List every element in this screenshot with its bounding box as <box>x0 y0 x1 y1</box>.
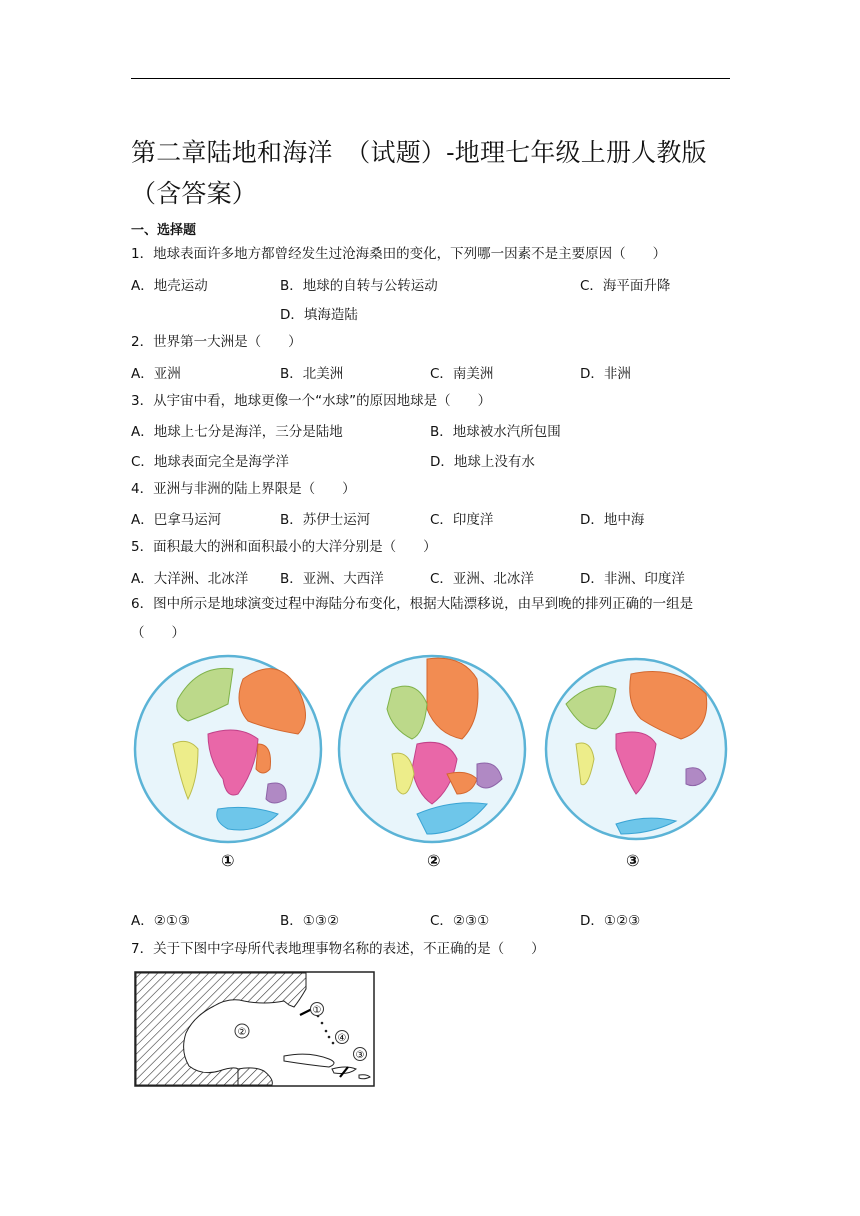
globe-2 <box>339 656 525 842</box>
q6-option-c[interactable]: C．②③① <box>430 913 490 929</box>
question-1: 1．地球表面许多地方都曾经发生过沧海桑田的变化，下列哪一因素不是主要原因（ ） <box>131 246 667 262</box>
map-marker-4: ④ <box>337 1033 347 1044</box>
q5-option-b[interactable]: B．亚洲、大西洋 <box>280 571 384 587</box>
q2-option-b[interactable]: B．北美洲 <box>280 366 344 382</box>
question-5: 5．面积最大的洲和面积最小的大洋分别是（ ） <box>131 539 437 555</box>
globe-label-3: ③ <box>626 851 640 870</box>
page-title: 第二章陆地和海洋 （试题）-地理七年级上册人教版（含答案） <box>131 138 707 208</box>
q5-option-c[interactable]: C．亚洲、北冰洋 <box>430 571 534 587</box>
q4-option-a[interactable]: A．巴拿马运河 <box>131 512 222 528</box>
section-heading: 一、选择题 <box>131 223 197 238</box>
q2-option-d[interactable]: D．非洲 <box>580 366 631 382</box>
question-7: 7．关于下图中字母所代表地理事物名称的表述，不正确的是（ ） <box>131 941 545 957</box>
q3-option-c[interactable]: C．地球表面完全是海学洋 <box>131 454 289 470</box>
q1-option-a[interactable]: A．地壳运动 <box>131 278 208 294</box>
q6-option-b[interactable]: B．①③② <box>280 913 340 929</box>
globe-1 <box>135 656 321 842</box>
caribbean-map <box>134 971 375 1087</box>
question-4: 4．亚洲与非洲的陆上界限是（ ） <box>131 481 356 497</box>
header-rule <box>131 78 730 79</box>
q5-option-d[interactable]: D．非洲、印度洋 <box>580 571 685 587</box>
q1-option-b[interactable]: B．地球的自转与公转运动 <box>280 278 438 294</box>
q2-option-c[interactable]: C．南美洲 <box>430 366 494 382</box>
map-marker-1: ① <box>312 1005 322 1016</box>
q3-option-a[interactable]: A．地球上七分是海洋，三分是陆地 <box>131 424 343 440</box>
q4-option-b[interactable]: B．苏伊士运河 <box>280 512 371 528</box>
q4-option-c[interactable]: C．印度洋 <box>430 512 494 528</box>
map-marker-3: ③ <box>355 1050 365 1061</box>
q2-option-a[interactable]: A．亚洲 <box>131 366 181 382</box>
question-6: 6．图中所示是地球演变过程中海陆分布变化，根据大陆漂移说，由早到晚的排列正确的一组是（ ） <box>131 596 694 641</box>
q3-option-b[interactable]: B．地球被水汽所包围 <box>430 424 561 440</box>
q1-option-d[interactable]: D．填海造陆 <box>280 307 358 323</box>
globe-3 <box>546 659 726 839</box>
q1-option-c[interactable]: C．海平面升降 <box>580 278 671 294</box>
globe-label-1: ① <box>221 851 235 870</box>
question-3: 3．从宇宙中看，地球更像一个“水球”的原因地球是（ ） <box>131 393 492 409</box>
q3-option-d[interactable]: D．地球上没有水 <box>430 454 535 470</box>
continental-drift-figure <box>128 652 728 877</box>
q6-option-d[interactable]: D．①②③ <box>580 913 641 929</box>
map-marker-2: ② <box>237 1027 247 1038</box>
globe-label-2: ② <box>427 851 441 870</box>
q4-option-d[interactable]: D．地中海 <box>580 512 645 528</box>
q5-option-a[interactable]: A．大洋洲、北冰洋 <box>131 571 249 587</box>
question-2: 2．世界第一大洲是（ ） <box>131 334 302 350</box>
q6-option-a[interactable]: A．②①③ <box>131 913 191 929</box>
